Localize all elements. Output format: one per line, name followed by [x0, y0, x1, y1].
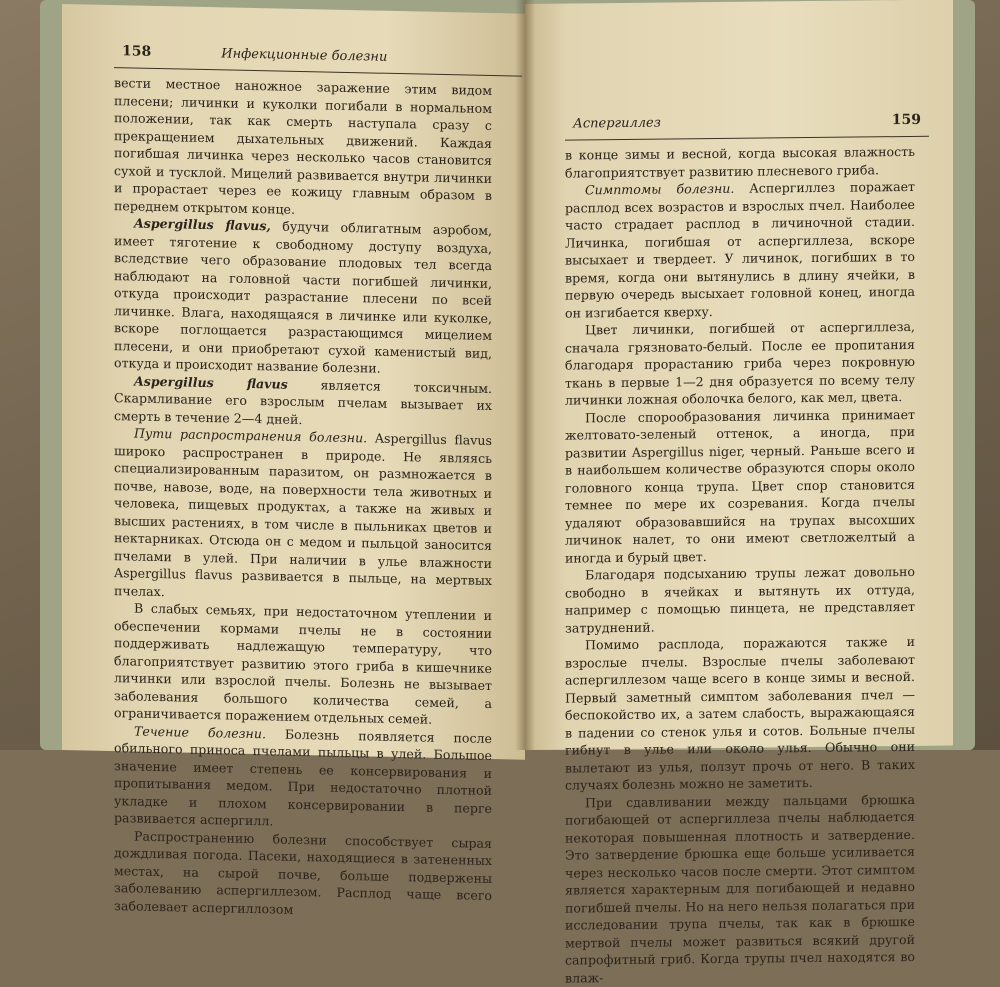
paragraph [114, 722, 492, 835]
paragraph-text: В слабых семьях, при недостаточном утеплении и обеспечении кормами пчелы не в состоянии поддерживать надлежащую температуру, что благоприятствует развитию этого гриба в кишечнике личинки или взрослой пчелы. Болезнь не вызывает заболевания большого количества семей, а ограничивается поражением отдельных семей. [114, 600, 492, 727]
paragraph-text: Aspergillus flavus широко распространен в природе. Не являясь специализированным паразитом, он размножается в почве, навозе, воде, на поверхности тела животных и человека, пищевых продуктах, а также на живых и высших растениях, в том числе в пыльниках цветов и нектарниках. Отсюда он с медом и пыльцой заносится пчелами в улей. При наличии в улье влажности Aspergillus flavus развивается в пыльце, на мертвых пчелах. [114, 430, 492, 599]
paragraph [565, 563, 915, 637]
paragraph [565, 143, 915, 182]
paragraph-text: При сдавливании между пальцами брюшка погибающей от аспергиллеза пчелы наблюдается некоторая повышенная плотность и затвердение. Это затвердение брюшка еще больше усиливается через несколько часов после смерти. Этот симптом является характерным для погибающей и недавно погибшей пчелы. Но на него нельзя полагаться при исследовании трупа пчелы, так как в брюшке мертвой пчелы может развиться всякий другой сапрофитный гриб. Когда трупы пчел находятся во влаж- [565, 791, 915, 986]
paragraph-lead: Aspergillus flavus [134, 373, 288, 392]
paragraph [565, 318, 915, 409]
paragraph-text: Благодаря подсыханию трупы лежат довольно свободно в ячейках и вытянуть их оттуда, например с помощью пинцета, не представляет затруднений. [565, 563, 915, 636]
paragraph-text: будучи облигатным аэробом, имеет тяготение к свободному доступу воздуха, вследствие чего образование плодовых тел всегда наблюдают на головной части погибшей личинки, откуда происходит разрастание плесени по всей личинке. Влага, находящаяся в личинке или куколке, вскоре поглощается разрастающимся мицелием плесени, и они приобретают сухой каменистый вид, откуда и происходит название болезни. [114, 218, 493, 376]
paragraph [114, 424, 492, 607]
paragraph-text: Помимо расплода, поражаются также и взрослые пчелы. Взрослые пчелы заболевают аспергиллезом чаще всего в конце зимы и весной. Первый заметный симптом заболевания пчел — беспокойство их, а затем слабость, выражающаяся в падении со стенок улья и сотов. Больные пчелы гибнут в улье или около улья. Обычно они вылетают из улья, ползут прочь от него. В таких случаях болезнь можно не заметить. [565, 633, 915, 793]
left-running-head [114, 43, 522, 77]
right-page [525, 0, 953, 986]
paragraph [114, 214, 492, 379]
paragraph-text: является токсичным. Скармливание его взрослым пчелам вызывает их смерть в течение 2—4 дней. [114, 376, 492, 427]
paragraph-text: Болезнь появляется после обильного приноса пчелами пыльцы в улей. Большое значение имеет степень ее консервирования и пропитывания медом. При недостаточно плотной укладке и плохом консервировании в перге развивается аспергилл. [114, 725, 492, 829]
paragraph-lead: Симптомы болезни. [585, 180, 735, 198]
paragraph-lead: Пути распространения болезни. [134, 425, 368, 446]
paragraph-text: Цвет личинки, погибшей от аспергиллеза, сначала грязновато-белый. После ее пропитания благодаря прорастанию гриба через покровную ткань в первые 1—2 дня образуется по всему телу личинки ложная оболочка белого, как мел, цвета. [565, 318, 915, 408]
paragraph [114, 372, 492, 432]
paragraph [114, 827, 492, 922]
right-running-head [565, 112, 929, 141]
book-gutter-shadow [515, 0, 535, 750]
paragraph-text: вести местное наножное заражение этим видом плесени; личинки и куколки погибали в нормальном положении, так как смерть наступала сразу с прекращением дыхательных движений. Каждая погибшая личинка через несколько часов становится сухой и тусклой. Мицелий развивается внутри личинки и прорастает через ее кожицу главным образом в переднем открытом конце. [114, 75, 492, 217]
paragraph-text: Аспергиллез поражает расплод всех возрастов и взрослых пчел. Наиболее часто страдает расплод в личиночной стадии. Личинка, погибшая от аспергиллеза, вскоре высыхает и твердеет. У личинок, погибших в то время, когда они вытянулись в длину ячейки, в первую очередь высыхает головной конец, иногда он изгибается кверху. [565, 178, 915, 321]
paragraph-text: в конце зимы и весной, когда высокая влажность благоприятствует развитию плесневого гриба. [565, 143, 915, 181]
paragraph-text: Распространению болезни способствует сырая дождливая погода. Пасеки, находящиеся в затененных местах, на сырой почве, больше подвержены заболеванию аспергиллезом. Расплод чаще всего заболевает аспергиллозом [114, 828, 492, 917]
paragraph-lead: Aspergillus flavus, [134, 215, 271, 234]
left-running-title: Инфекционные болезни [221, 46, 388, 65]
paragraph [565, 790, 915, 986]
left-text-block [114, 74, 492, 922]
left-page-number: 158 [122, 43, 152, 60]
paragraph [114, 74, 492, 222]
right-page-number: 159 [891, 111, 921, 129]
paragraph [565, 178, 915, 322]
right-text-block [565, 143, 915, 987]
paragraph-lead: Течение болезни. [134, 723, 266, 741]
paragraph [565, 405, 915, 566]
right-running-title: Аспергиллез [573, 115, 661, 132]
paragraph [565, 633, 915, 794]
paragraph [114, 599, 492, 729]
left-page [62, 4, 525, 917]
paragraph-text: После спорообразования личинка принимает желтовато-зеленый оттенок, а иногда, при развитии Aspergillus niger, черный. Раньше всего и в наибольшем количестве образуются споры около головного конца трупа. Цвет спор становится темнее по мере их созревания. Когда пчелы удаляют образовавшийся на трупах высохших личинок налет, то они имеют светложелтый а иногда и бурый цвет. [565, 406, 915, 566]
